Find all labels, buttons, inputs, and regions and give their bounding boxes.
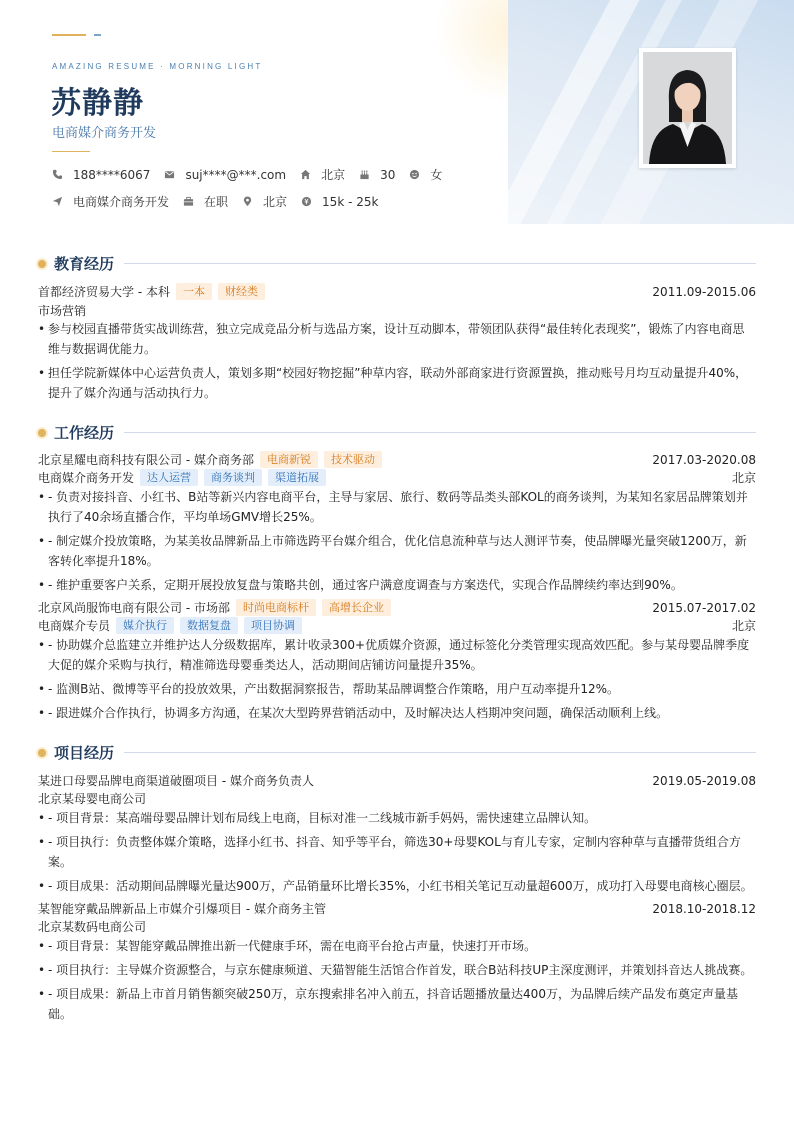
home-item	[300, 166, 345, 183]
role-tag: 媒介执行	[116, 617, 174, 634]
phone-text: 188****6067	[73, 167, 151, 182]
resume-header	[0, 0, 794, 224]
projects-section-header	[38, 742, 756, 763]
salary-item	[301, 195, 378, 209]
company-tag: 电商新锐	[260, 451, 318, 468]
project-bullet: • - 项目背景：某高端母婴品牌计划布局线上电商，目标对准一二线城市新手妈妈，需快速建立品牌认知。	[38, 808, 756, 828]
work-bullet: • - 监测B站、微博等平台的投放效果，产出数据洞察报告，帮助某品牌调整合作策略，用户互动率提升12%。	[38, 679, 756, 699]
status-item	[183, 193, 228, 210]
work-date: 2015.07-2017.02	[652, 600, 756, 615]
candidate-name: 苏静静	[51, 86, 144, 121]
project-name: 某智能穿戴品牌新品上市媒介引爆项目 - 媒介商务主管	[38, 902, 326, 916]
education-bullet: • 担任学院新媒体中心运营负责人，策划多期“校园好物挖掘”种草内容，联动外部商家进行资源置换，推动账号月均互动量提升40%，提升了媒介沟通与活动执行力。	[38, 363, 756, 403]
work-entry-header	[38, 451, 756, 468]
title-underline	[52, 151, 90, 152]
gender-item	[409, 166, 442, 183]
work-section-header	[38, 422, 756, 443]
age-text: 30	[380, 167, 396, 182]
role-tag: 商务谈判	[204, 469, 262, 486]
work-role-line	[38, 617, 756, 634]
education-title: 教育经历	[54, 255, 115, 273]
profile-photo-frame	[639, 48, 736, 168]
project-company: 北京某母婴电商公司	[38, 792, 147, 806]
project-name: 某进口母婴品牌电商渠道破圈项目 - 媒介商务负责人	[38, 774, 314, 788]
project-bullet: • - 项目背景：某智能穿戴品牌推出新一代健康手环，需在电商平台抢占声量，快速打开市场。	[38, 936, 756, 956]
work-bullet: • - 维护重要客户关系，定期开展投放复盘与策略共创，通过客户满意度调查与方案迭代，实现合作品牌续约率达到90%。	[38, 575, 756, 595]
profile-photo	[643, 52, 732, 164]
section-bullet	[38, 260, 46, 268]
status-text: 在职	[204, 195, 229, 209]
job-intent-row	[52, 193, 392, 210]
work-entry-header	[38, 599, 756, 616]
email-text: suj****@***.com	[185, 167, 287, 182]
school-name: 首都经济贸易大学 - 本科	[38, 285, 170, 299]
home-text: 北京	[321, 168, 346, 182]
work-bullet: • - 制定媒介投放策略，为某美妆品牌新品上市筛选跨平台媒介组合，优化信息流种草与达人测评节奏，使品牌曝光量突破1200万，新客转化率提升18%。	[38, 531, 756, 571]
work-role-line	[38, 469, 756, 486]
company-name: 北京风尚服饰电商有限公司 - 市场部	[38, 601, 230, 615]
contact-row	[52, 166, 456, 183]
education-bullet: • 参与校园直播带货实战训练营，独立完成竞品分析与选品方案，设计互动脚本，带领团队获得“最佳转化表现奖”，锻炼了内容电商思维与数据调优能力。	[38, 319, 756, 359]
work-bullet: • - 跟进媒介合作执行，协调多方沟通，在某次大型跨界营销活动中，及时解决达人档期冲突问题，确保活动顺利上线。	[38, 703, 756, 723]
project-entry-header	[38, 772, 756, 789]
education-date: 2011.09-2015.06	[652, 284, 756, 299]
role-name: 电商媒介商务开发	[38, 471, 135, 485]
section-divider	[124, 752, 756, 753]
company-tag: 时尚电商标杆	[236, 599, 316, 616]
phone-icon	[52, 169, 63, 180]
work-city: 北京	[731, 619, 756, 633]
project-bullet: • - 项目成果：新品上市首月销售额突破250万，京东搜索排名冲入前五，抖音话题播放量达400万，为品牌后续产品发布奠定声量基础。	[38, 984, 756, 1024]
gender-text: 女	[430, 168, 443, 182]
gender-icon	[409, 169, 420, 180]
location-icon	[242, 196, 253, 207]
education-major-line	[38, 302, 756, 319]
project-company-line	[38, 918, 756, 935]
role-tag: 数据复盘	[180, 617, 238, 634]
age-item	[359, 168, 395, 182]
send-icon	[52, 196, 63, 207]
project-company: 北京某数码电商公司	[38, 920, 147, 934]
mail-icon	[164, 169, 175, 180]
role-tag: 渠道拓展	[268, 469, 326, 486]
intent-text: 电商媒介商务开发	[73, 195, 170, 209]
work-city: 北京	[731, 471, 756, 485]
project-entry-header	[38, 900, 756, 917]
school-tag: 财经类	[218, 283, 265, 300]
section-bullet	[38, 429, 46, 437]
home-icon	[300, 169, 311, 180]
project-company-line	[38, 790, 756, 807]
project-bullet: • - 项目执行：主导媒介资源整合，与京东健康频道、天猫智能生活馆合作首发，联合B站科技UP主深度测评，并策划抖音达人挑战赛。	[38, 960, 756, 980]
salary-icon	[301, 196, 312, 207]
major: 市场营销	[38, 304, 87, 318]
role-tag: 项目协调	[244, 617, 302, 634]
section-bullet	[38, 749, 46, 757]
company-tag: 高增长企业	[322, 599, 391, 616]
work-date: 2017.03-2020.08	[652, 452, 756, 467]
job-title: 电商媒介商务开发	[52, 126, 157, 141]
tagline: AMAZING RESUME · MORNING LIGHT	[52, 62, 263, 71]
school-tag: 一本	[176, 283, 212, 300]
projects-title: 项目经历	[54, 744, 115, 762]
salary-text: 15k - 25k	[322, 194, 379, 209]
company-name: 北京星耀电商科技有限公司 - 媒介商务部	[38, 453, 254, 467]
education-section-header	[38, 253, 756, 274]
education-entry-header	[38, 283, 756, 300]
project-bullet: • - 项目执行：负责整体媒介策略，选择小红书、抖音、知乎等平台，筛选30+母婴KOL与育儿专家，定制内容种草与直播带货组合方案。	[38, 832, 756, 872]
cake-icon	[359, 169, 370, 180]
section-divider	[124, 263, 756, 264]
project-bullet: • - 项目成果：活动期间品牌曝光量达900万，产品销量环比增长35%，小红书相关笔记互动量超600万，成功打入母婴电商核心圈层。	[38, 876, 756, 896]
work-title: 工作经历	[54, 424, 115, 442]
role-tag: 达人运营	[140, 469, 198, 486]
role-name: 电商媒介专员	[38, 619, 111, 633]
work-bullet: • - 负责对接抖音、小红书、B站等新兴内容电商平台，主导与家居、旅行、数码等品类头部KOL的商务谈判，为某知名家居品牌策划并执行了40余场直播合作，平均单场GMV增长25%。	[38, 487, 756, 527]
company-tag: 技术驱动	[324, 451, 382, 468]
email-item	[164, 168, 286, 182]
city-text: 北京	[263, 195, 288, 209]
phone-item	[52, 168, 150, 182]
briefcase-icon	[183, 196, 194, 207]
project-date: 2018.10-2018.12	[652, 901, 756, 916]
intent-item	[52, 193, 169, 210]
city-item	[242, 193, 287, 210]
work-bullet: • - 协助媒介总监建立并维护达人分级数据库，累计收录300+优质媒介资源，通过标签化分类管理实现高效匹配。参与某母婴品牌季度大促的媒介采购与执行，精准筛选母婴垂类达人，活动期间店铺访问量提升35%。	[38, 635, 756, 675]
project-date: 2019.05-2019.08	[652, 773, 756, 788]
section-divider	[124, 432, 756, 433]
